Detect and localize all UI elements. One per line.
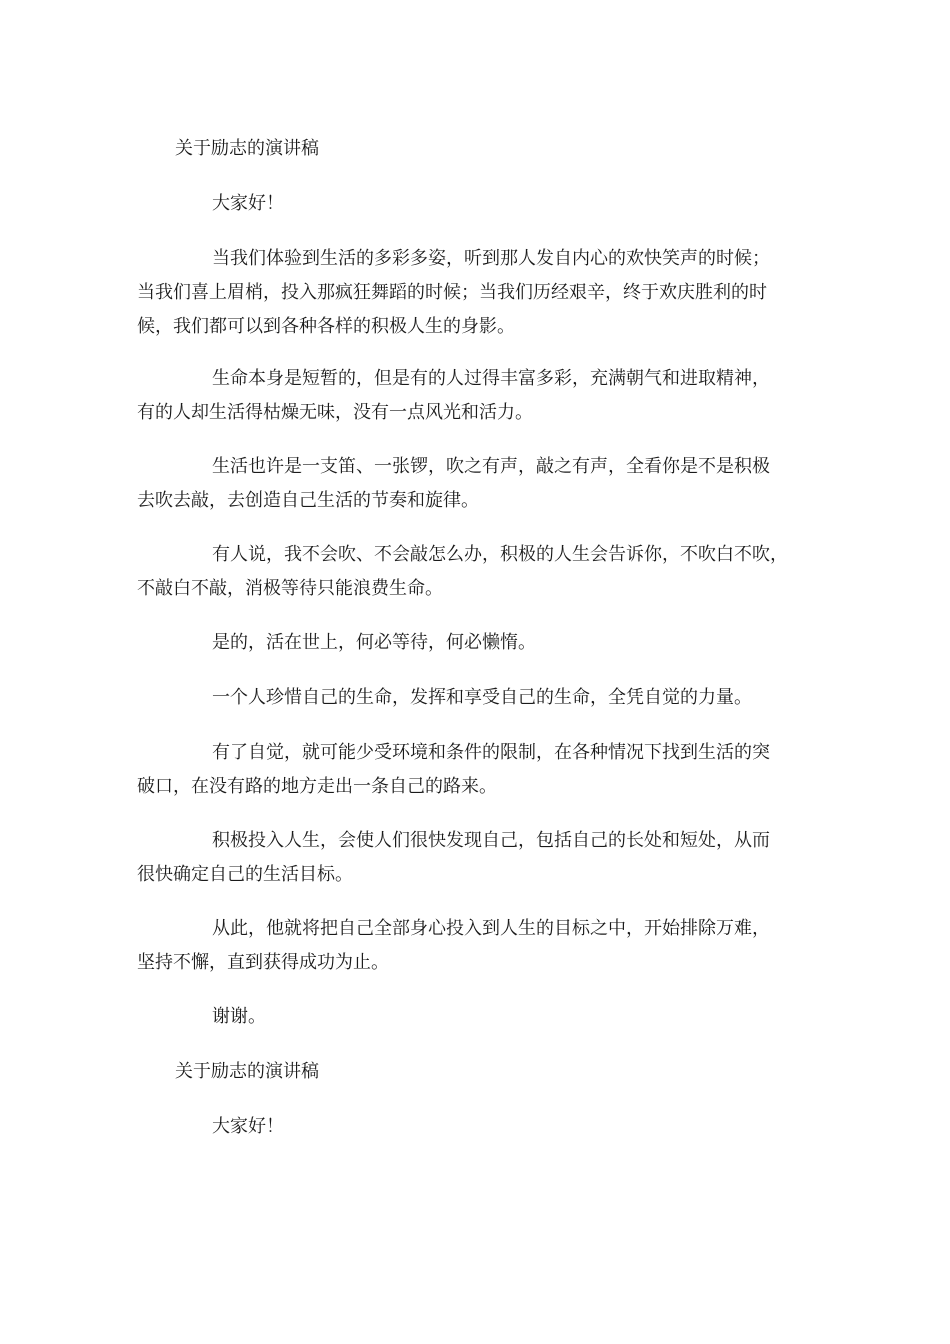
paragraph-line: 破口，在没有路的地方走出一条自己的路来。 xyxy=(137,776,497,797)
paragraph-line: 去吹去敲，去创造自己生活的节奏和旋律。 xyxy=(137,490,479,511)
paragraph-line: 不敲白不敲，消极等待只能浪费生命。 xyxy=(137,578,443,599)
paragraph-line: 积极投入人生，会使人们很快发现自己，包括自己的长处和短处，从而 xyxy=(212,830,770,851)
document-title: 关于励志的演讲稿 xyxy=(175,1061,319,1082)
paragraph-line: 有了自觉，就可能少受环境和条件的限制，在各种情况下找到生活的突 xyxy=(212,742,770,763)
paragraph-line: 当我们体验到生活的多彩多姿，听到那人发自内心的欢快笑声的时候； xyxy=(212,248,770,269)
greeting: 大家好！ xyxy=(212,1116,284,1137)
paragraph-line: 候，我们都可以到各种各样的积极人生的身影。 xyxy=(137,316,515,337)
paragraph-line: 生命本身是短暂的，但是有的人过得丰富多彩，充满朝气和进取精神， xyxy=(212,368,770,389)
paragraph-line: 是的，活在世上，何必等待，何必懒惰。 xyxy=(212,632,536,653)
paragraph-line: 坚持不懈，直到获得成功为止。 xyxy=(137,952,389,973)
paragraph-line: 当我们喜上眉梢，投入那疯狂舞蹈的时候；当我们历经艰辛，终于欢庆胜利的时 xyxy=(137,282,767,303)
paragraph-line: 很快确定自己的生活目标。 xyxy=(137,864,353,885)
greeting: 大家好！ xyxy=(212,193,284,214)
document-title: 关于励志的演讲稿 xyxy=(175,138,319,159)
paragraph-line: 有人说，我不会吹、不会敲怎么办，积极的人生会告诉你，不吹白不吹， xyxy=(212,544,788,565)
paragraph-line: 一个人珍惜自己的生命，发挥和享受自己的生命，全凭自觉的力量。 xyxy=(212,687,752,708)
paragraph-line: 生活也许是一支笛、一张锣，吹之有声，敲之有声，全看你是不是积极 xyxy=(212,456,770,477)
paragraph-line: 从此，他就将把自己全部身心投入到人生的目标之中，开始排除万难， xyxy=(212,918,770,939)
paragraph-line: 有的人却生活得枯燥无味，没有一点风光和活力。 xyxy=(137,402,533,423)
closing: 谢谢。 xyxy=(212,1006,266,1027)
